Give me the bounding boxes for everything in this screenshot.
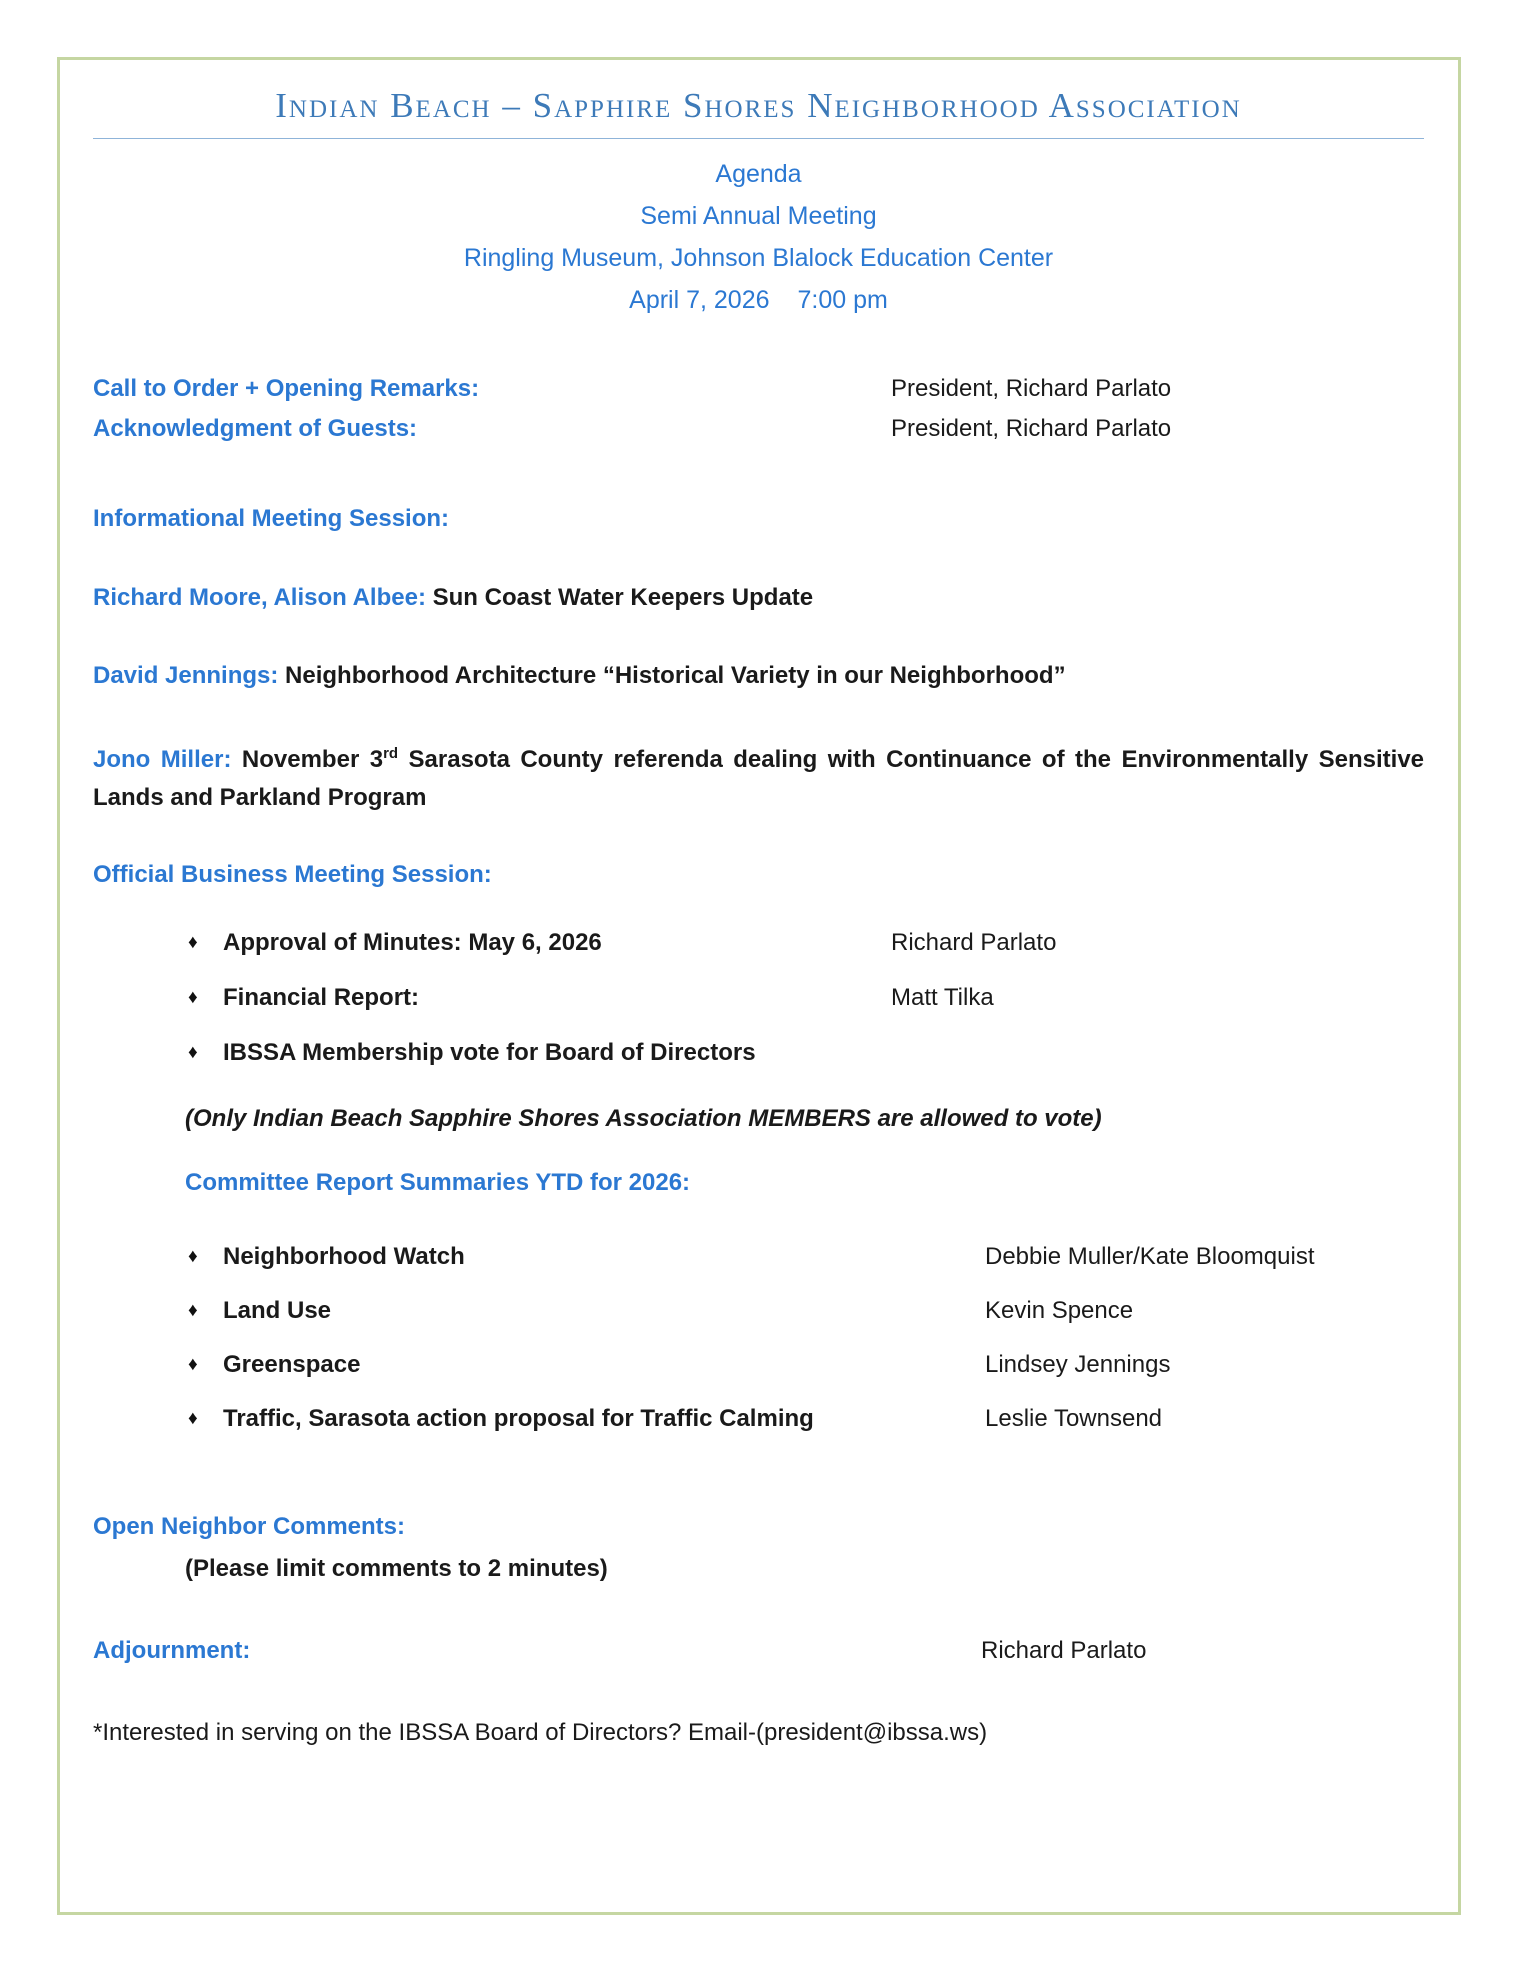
page-border-frame bbox=[57, 57, 1461, 1915]
header-location: Ringling Museum, Johnson Blalock Education Center bbox=[463, 244, 1054, 272]
traffic-value: Leslie Townsend bbox=[985, 1405, 1163, 1432]
committee-section bbox=[93, 1163, 1424, 1439]
open-comments-heading: Open Neighbor Comments: bbox=[93, 1513, 406, 1540]
business-section bbox=[93, 855, 1424, 1139]
call-to-order-value: President, Richard Parlato bbox=[891, 375, 1172, 402]
header-meeting-type: Semi Annual Meeting bbox=[640, 202, 877, 230]
minutes-approval-row bbox=[93, 923, 1424, 963]
financial-report-text: Financial Report: bbox=[223, 984, 420, 1011]
referenda-label: Jono Miller: bbox=[93, 746, 232, 773]
architecture-text: Neighborhood Architecture “Historical Variety in our Neighborhood” bbox=[285, 662, 1066, 689]
members-only-note: (Only Indian Beach Sapphire Shores Association MEMBERS are allowed to vote) bbox=[185, 1105, 1102, 1132]
header-datetime bbox=[93, 279, 1424, 321]
adjournment-row bbox=[93, 1631, 1424, 1671]
minutes-approval-value: Richard Parlato bbox=[891, 929, 1057, 956]
architecture-label: David Jennings: bbox=[93, 662, 279, 689]
header-time: 7:00 pm bbox=[797, 286, 888, 314]
financial-report-value: Matt Tilka bbox=[891, 984, 994, 1011]
adjournment-value: Richard Parlato bbox=[981, 1637, 1147, 1664]
call-to-order-label: Call to Order + Opening Remarks: bbox=[93, 375, 480, 402]
committee-heading: Committee Report Summaries YTD for 2026: bbox=[185, 1169, 691, 1196]
greenspace-value: Lindsey Jennings bbox=[985, 1351, 1171, 1378]
land-use-value: Kevin Spence bbox=[985, 1297, 1134, 1324]
informational-section bbox=[93, 499, 1424, 817]
referenda-text-end: Sarasota County referenda dealing with Continuance of the Environmentally Sensitive Lands and Parkland Program bbox=[93, 746, 1425, 811]
water-keepers-label: Richard Moore, Alison Albee: bbox=[93, 584, 426, 611]
header-agenda: Agenda bbox=[715, 160, 802, 188]
bullet-icon: ♦ bbox=[188, 932, 198, 953]
minutes-approval-text: Approval of Minutes: May 6, 2026 bbox=[223, 929, 602, 956]
architecture-item bbox=[93, 657, 1424, 695]
bullet-icon: ♦ bbox=[188, 1042, 198, 1063]
greenspace-text: Greenspace bbox=[223, 1351, 361, 1378]
referenda-ordinal-suffix: rd bbox=[383, 745, 399, 762]
referenda-text-start: November 3 bbox=[241, 746, 384, 773]
open-comments-note: (Please limit comments to 2 minutes) bbox=[185, 1555, 608, 1582]
membership-vote-text: IBSSA Membership vote for Board of Directors bbox=[223, 1039, 756, 1066]
bullet-icon: ♦ bbox=[188, 1246, 198, 1267]
header-date: April 7, 2026 bbox=[629, 286, 770, 314]
land-use-text: Land Use bbox=[223, 1297, 332, 1324]
neighborhood-watch-value: Debbie Muller/Kate Bloomquist bbox=[985, 1243, 1315, 1270]
financial-report-row bbox=[93, 978, 1424, 1018]
water-keepers-item bbox=[93, 579, 1424, 617]
traffic-text: Traffic, Sarasota action proposal for Traffic Calming bbox=[223, 1405, 814, 1432]
bullet-icon: ♦ bbox=[188, 1354, 198, 1375]
informational-heading: Informational Meeting Session: bbox=[93, 505, 450, 532]
membership-vote-row bbox=[93, 1033, 1424, 1073]
referenda-item bbox=[93, 735, 1424, 817]
board-interest-footnote: *Interested in serving on the IBSSA Board of Directors? Email-(president@ibssa.ws) bbox=[93, 1719, 988, 1746]
page-title: Indian Beach – Sapphire Shores Neighborhood Association bbox=[275, 86, 1242, 125]
acknowledgment-row bbox=[93, 409, 1424, 449]
neighborhood-watch-row bbox=[93, 1237, 1424, 1277]
title-divider bbox=[93, 138, 1424, 139]
land-use-row bbox=[93, 1291, 1424, 1331]
bullet-icon: ♦ bbox=[188, 1300, 198, 1321]
water-keepers-text: Sun Coast Water Keepers Update bbox=[432, 584, 814, 611]
call-to-order-row bbox=[93, 369, 1424, 409]
opening-rows bbox=[93, 369, 1424, 449]
open-comments-section bbox=[93, 1507, 1424, 1589]
business-heading: Official Business Meeting Session: bbox=[93, 861, 492, 888]
greenspace-row bbox=[93, 1345, 1424, 1385]
page-content bbox=[60, 60, 1458, 1753]
neighborhood-watch-text: Neighborhood Watch bbox=[223, 1243, 465, 1270]
bullet-icon: ♦ bbox=[188, 987, 198, 1008]
adjournment-label: Adjournment: bbox=[93, 1637, 251, 1664]
acknowledgment-value: President, Richard Parlato bbox=[891, 415, 1172, 442]
bullet-icon: ♦ bbox=[188, 1408, 198, 1429]
acknowledgment-label: Acknowledgment of Guests: bbox=[93, 415, 418, 442]
meeting-header bbox=[93, 153, 1424, 321]
traffic-row bbox=[93, 1399, 1424, 1439]
